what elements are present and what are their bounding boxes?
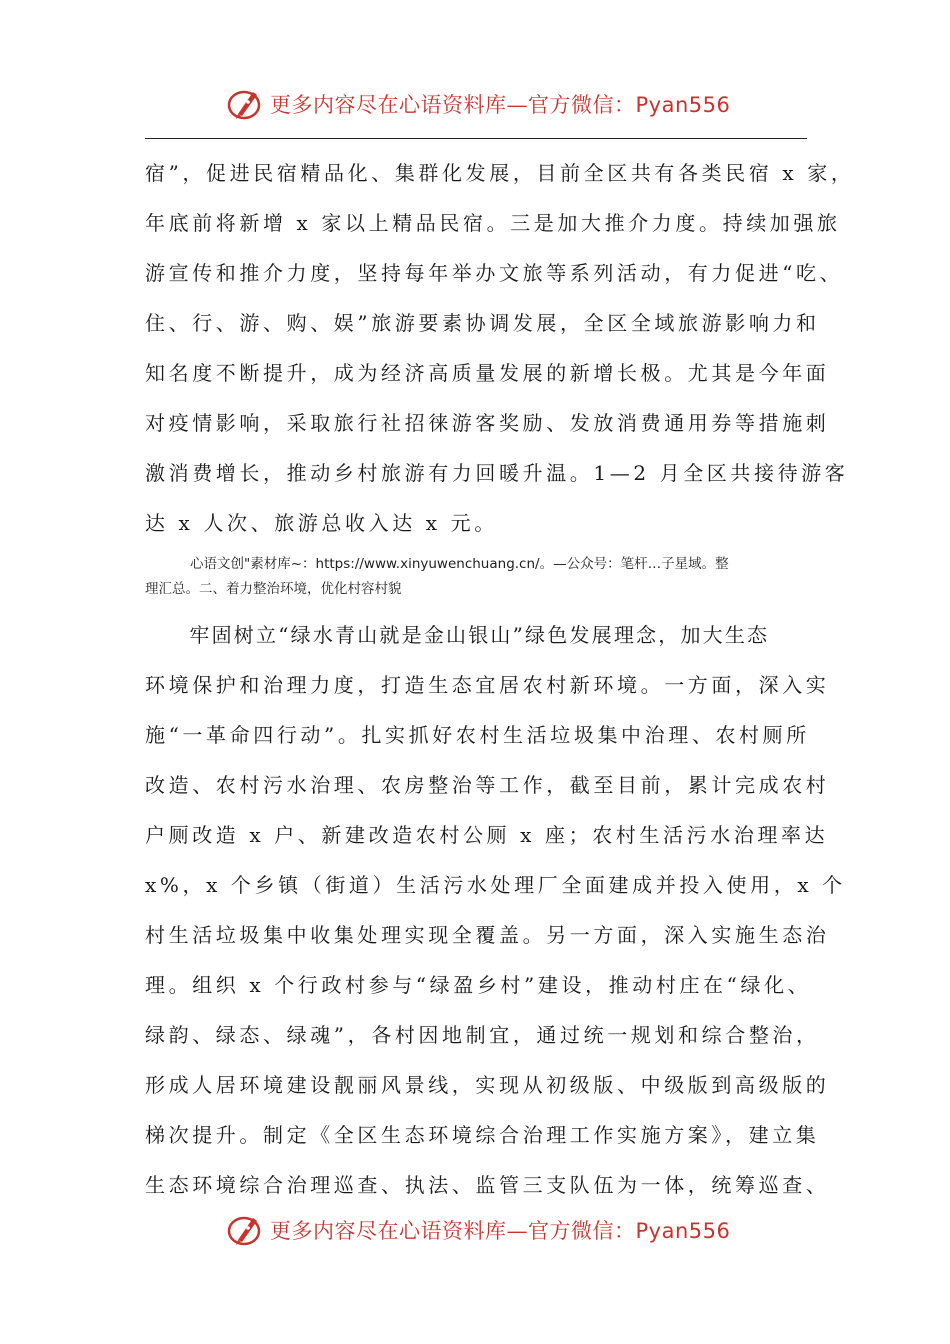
text-line: 理。组织 x 个行政村参与“绿盈乡村”建设，推动村庄在“绿化、 xyxy=(145,973,812,997)
note-line: 理汇总。二、着力整治环境，优化村容村貌 xyxy=(145,581,402,597)
pen-nib-logo-icon xyxy=(226,84,266,124)
header-banner xyxy=(226,82,746,126)
text-line: 户厕改造 x 户、新建改造农村公厕 x 座；农村生活污水治理率达 xyxy=(145,823,829,847)
text-line: 生态环境综合治理巡查、执法、监管三支队伍为一体，统筹巡查、 xyxy=(145,1173,830,1197)
wechat-id: Pyan556 xyxy=(635,1219,731,1243)
text-line: 达 x 人次、旅游总收入达 x 元。 xyxy=(145,511,498,535)
banner-text: 更多内容尽在心语资料库—官方微信：Pyan556 xyxy=(270,93,731,117)
text-line: 知名度不断提升，成为经济高质量发展的新增长极。尤其是今年面 xyxy=(145,361,830,385)
paragraph-environment xyxy=(145,610,846,1210)
text-line: 改造、农村污水治理、农房整治等工作，截至目前，累计完成农村 xyxy=(145,773,830,797)
footer-banner xyxy=(226,1208,746,1252)
text-line: 梯次提升。制定《全区生态环境综合治理工作实施方案》，建立集 xyxy=(145,1123,820,1147)
text-line: 村生活垃圾集中收集处理实现全覆盖。另一方面，深入实施生态治 xyxy=(145,923,830,947)
text-line: 绿韵、绿态、绿魂”，各村因地制宜，通过统一规划和综合整治， xyxy=(145,1023,820,1047)
pen-nib-logo-icon xyxy=(226,1210,266,1250)
banner-text: 更多内容尽在心语资料库—官方微信：Pyan556 xyxy=(270,1219,731,1243)
paragraph-tourism xyxy=(145,148,855,548)
text-line: 形成人居环境建设靓丽风景线，实现从初级版、中级版到高级版的 xyxy=(145,1073,830,1097)
source-note xyxy=(145,552,807,602)
text-line: 年底前将新增 x 家以上精品民宿。三是加大推介力度。持续加强旅 xyxy=(145,211,841,235)
text-line: 对疫情影响，采取旅行社招徕游客奖励、发放消费通用券等措施刺 xyxy=(145,411,830,435)
text-line: 宿”，促进民宿精品化、集群化发展，目前全区共有各类民宿 x 家， xyxy=(145,161,855,185)
text-line: 游宣传和推介力度，坚持每年举办文旅等系列活动，有力促进“吃、 xyxy=(145,261,844,285)
text-line: 环境保护和治理力度，打造生态宜居农村新环境。一方面，深入实 xyxy=(145,673,830,697)
text-line: x%，x 个乡镇（街道）生活污水处理厂全面建成并投入使用，x 个 xyxy=(145,873,846,897)
text-line: 住、行、游、购、娱”旅游要素协调发展，全区全域旅游影响力和 xyxy=(145,311,820,335)
text-line: 牢固树立“绿水青山就是金山银山”绿色发展理念，加大生态 xyxy=(145,623,770,647)
document-body xyxy=(145,148,855,1210)
text-line: 激消费增长，推动乡村旅游有力回暖升温。1—2 月全区共接待游客 xyxy=(145,461,849,485)
text-line: 施“一革命四行动”。扎实抓好农村生活垃圾集中治理、农村厕所 xyxy=(145,723,810,747)
wechat-id: Pyan556 xyxy=(635,93,731,117)
header-divider xyxy=(145,138,807,139)
note-line: 心语文创"素材库~：https://www.xinyuwenchuang.cn/。—公众号：笔杆…子星域。整 xyxy=(190,556,729,572)
